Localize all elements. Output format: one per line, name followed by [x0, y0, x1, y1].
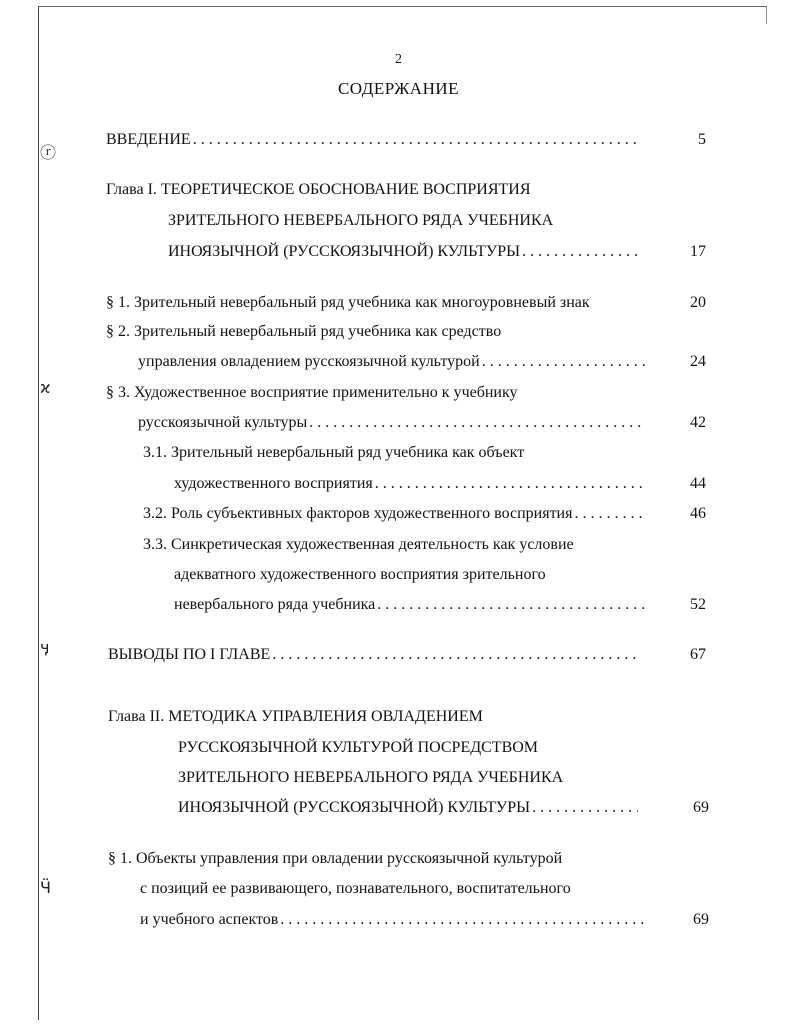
- toc-chapter-1-line-1[interactable]: Глава I. ТЕОРЕТИЧЕСКОЕ ОБОСНОВАНИЕ ВОСПРИЯТИЯ: [106, 181, 531, 198]
- toc-subsection-3-3-line-2: адекватного художественного восприятия зрительного: [174, 566, 546, 583]
- toc-subsection-3-1-line-2: [174, 474, 646, 494]
- toc-chapter-2-line-1[interactable]: Глава II. МЕТОДИКА УПРАВЛЕНИЯ ОВЛАДЕНИЕМ: [108, 708, 483, 725]
- toc-page-number: 17: [690, 243, 706, 260]
- toc-page-number: 52: [690, 596, 706, 613]
- toc-page-number: 42: [690, 414, 706, 431]
- toc-page-number: 20: [690, 294, 706, 311]
- margin-mark-icon: ⓡ: [40, 143, 57, 162]
- leader-dots: [193, 130, 638, 150]
- page-number: 2: [395, 52, 402, 67]
- toc-page-number: 69: [693, 911, 709, 928]
- toc-page-number: 44: [690, 475, 706, 492]
- margin-mark-icon: ϰ: [40, 378, 51, 397]
- toc-page-number: 5: [698, 131, 706, 148]
- leader-dots: [574, 504, 646, 524]
- leader-dots: [532, 798, 638, 818]
- scan-corner-border: [766, 6, 767, 24]
- toc-entry-conclusions[interactable]: [108, 645, 638, 665]
- toc-section-2-line-2: [138, 352, 646, 372]
- toc-page-number: 46: [690, 505, 706, 522]
- leader-dots: [482, 352, 646, 372]
- toc-chapter-2-section-1-line-3: [140, 910, 648, 930]
- toc-page-number: 69: [693, 799, 709, 816]
- margin-mark-icon: Ӵ: [40, 878, 51, 897]
- toc-entry-text: 3.2. Роль субъективных факторов художественного восприятия: [143, 505, 573, 522]
- toc-section-1[interactable]: § 1. Зрительный невербальный ряд учебника как многоуровневый знак: [106, 294, 590, 311]
- toc-entry-text: невербального ряда учебника: [174, 596, 376, 613]
- page-title: СОДЕРЖАНИЕ: [337, 79, 460, 98]
- scan-left-border: [38, 6, 39, 1020]
- toc-entry-text: ИНОЯЗЫЧНОЙ (РУССКОЯЗЫЧНОЙ) КУЛЬТУРЫ: [168, 243, 521, 260]
- toc-chapter-1-line-3: [168, 242, 638, 262]
- leader-dots: [522, 242, 638, 262]
- leader-dots: [280, 910, 648, 930]
- toc-entry-text: ВЫВОДЫ ПО I ГЛАВЕ: [108, 646, 271, 663]
- toc-entry-intro[interactable]: [106, 130, 638, 150]
- toc-subsection-3-3-line-3: [174, 595, 646, 615]
- toc-chapter-2-section-1-line-1[interactable]: § 1. Объекты управления при овладении русскоязычной культурой: [108, 850, 563, 867]
- toc-entry-text: художественного восприятия: [174, 475, 373, 492]
- leader-dots: [377, 595, 646, 615]
- toc-chapter-1-line-2: ЗРИТЕЛЬНОГО НЕВЕРБАЛЬНОГО РЯДА УЧЕБНИКА: [168, 212, 554, 229]
- toc-entry-text: русскоязычной культуры: [138, 414, 308, 431]
- toc-page-number: 67: [690, 646, 706, 663]
- toc-chapter-2-section-1-line-2: с позиций ее развивающего, познавательного, воспитательного: [140, 880, 571, 897]
- toc-entry-text: ИНОЯЗЫЧНОЙ (РУССКОЯЗЫЧНОЙ) КУЛЬТУРЫ: [178, 799, 531, 816]
- toc-section-2-line-1[interactable]: § 2. Зрительный невербальный ряд учебника как средство: [106, 323, 502, 340]
- toc-entry-text: ВВЕДЕНИЕ: [106, 131, 191, 148]
- leader-dots: [375, 474, 646, 494]
- leader-dots: [309, 413, 646, 433]
- scan-top-border: [38, 6, 767, 7]
- leader-dots: [272, 645, 638, 665]
- toc-entry-text: и учебного аспектов: [140, 911, 279, 928]
- toc-subsection-3-1-line-1[interactable]: 3.1. Зрительный невербальный ряд учебника как объект: [143, 444, 525, 461]
- toc-subsection-3-3-line-1[interactable]: 3.3. Синкретическая художественная деятельность как условие: [143, 536, 574, 553]
- toc-chapter-2-line-2: РУССКОЯЗЫЧНОЙ КУЛЬТУРОЙ ПОСРЕДСТВОМ: [178, 739, 539, 756]
- toc-page-number: 24: [690, 353, 706, 370]
- toc-section-3-line-2: [138, 413, 646, 433]
- toc-subsection-3-2[interactable]: [143, 504, 646, 524]
- margin-mark-icon: ӌ: [40, 638, 50, 657]
- toc-entry-text: управления овладением русскоязычной культурой: [138, 353, 480, 370]
- toc-chapter-2-line-3: ЗРИТЕЛЬНОГО НЕВЕРБАЛЬНОГО РЯДА УЧЕБНИКА: [178, 769, 564, 786]
- toc-chapter-2-line-4: [178, 798, 638, 818]
- toc-section-3-line-1[interactable]: § 3. Художественное восприятие применительно к учебнику: [106, 384, 518, 401]
